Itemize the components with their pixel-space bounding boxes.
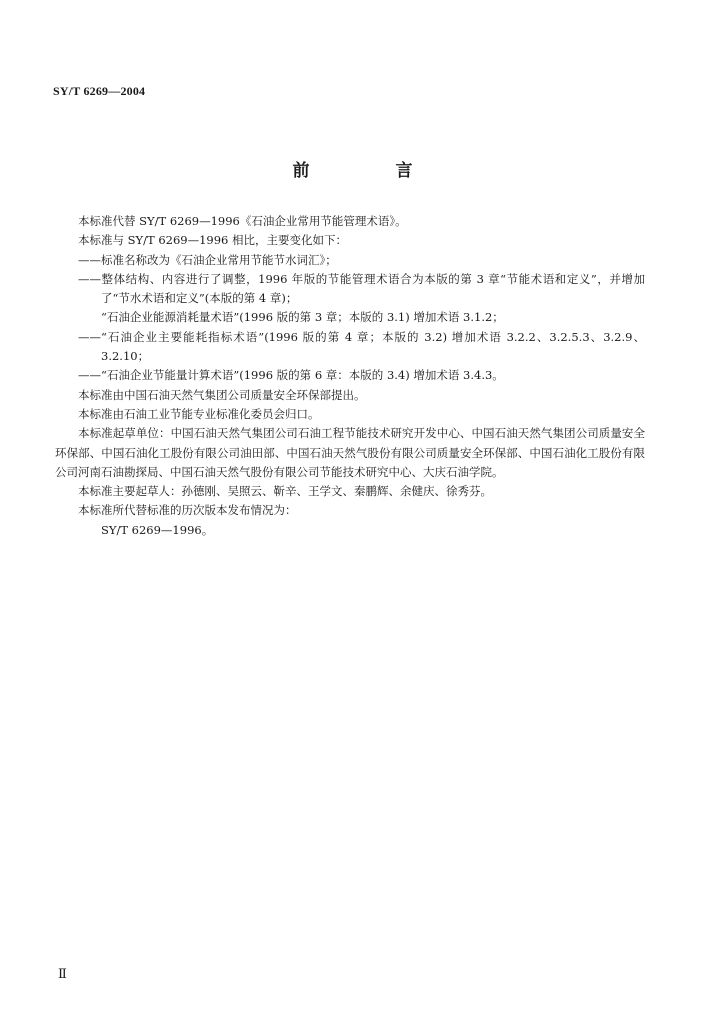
paragraph-history-version: SY/T 6269—1996。 <box>101 522 214 537</box>
paragraph-proposed-by: 本标准由中国石油天然气集团公司质量安全环保部提出。 <box>78 387 366 402</box>
list-item-calculation-terms: ——“石油企业节能量计算术语”(1996 版的第 6 章：本版的 3.4) 增加术语 3.4.3。 <box>78 368 504 383</box>
standard-code-header: SY/T 6269—2004 <box>53 84 146 98</box>
list-item-structure-change: ——整体结构、内容进行了调整，1996 年版的节能管理术语合为本版的第 3 章“节能术语和定义”，并增加了“节水术语和定义”(本版的第 4 章)； <box>78 271 645 306</box>
paragraph-history-intro: 本标准所代替标准的历次版本发布情况为： <box>78 503 297 518</box>
paragraph-managed-by: 本标准由石油工业节能专业标准化委员会归口。 <box>78 406 320 421</box>
list-item-indicator-terms: ——“石油企业主要能耗指标术语”(1996 版的第 4 章；本版的 3.2) 增加术语 3.2.2、3.2.5.3、3.2.9、3.2.10； <box>78 329 645 364</box>
page-number: Ⅱ <box>58 966 67 981</box>
paragraph-changes-intro: 本标准与 SY/T 6269—1996 相比，主要变化如下： <box>78 233 348 248</box>
page-title: 前 言 <box>292 161 453 181</box>
paragraph-replaces: 本标准代替 SY/T 6269—1996《石油企业常用节能管理术语》。 <box>78 214 407 228</box>
paragraph-drafting-units: 本标准起草单位：中国石油天然气集团公司石油工程节能技术研究开发中心、中国石油天然气集团公司质量安全环保部、中国石油化工股份有限公司油田部、中国石油天然气股份有限公司质量安全环保部、中国石油化工股份有限公司河南石油勘探局、中国石油天然气股份有限公司节能技术研究中心、大庆石油学院。 <box>55 426 645 479</box>
list-item-consumption-terms: “石油企业能源消耗量术语”(1996 版的第 3 章；本版的 3.1) 增加术语 3.1.2； <box>101 310 504 325</box>
foreword-body <box>55 212 645 540</box>
paragraph-drafters: 本标准主要起草人：孙德刚、吴照云、靳辛、王学文、秦鹏辉、余健庆、徐秀芬。 <box>78 484 492 499</box>
list-item-name-change: ——标准名称改为《石油企业常用节能节水词汇》； <box>78 252 337 267</box>
